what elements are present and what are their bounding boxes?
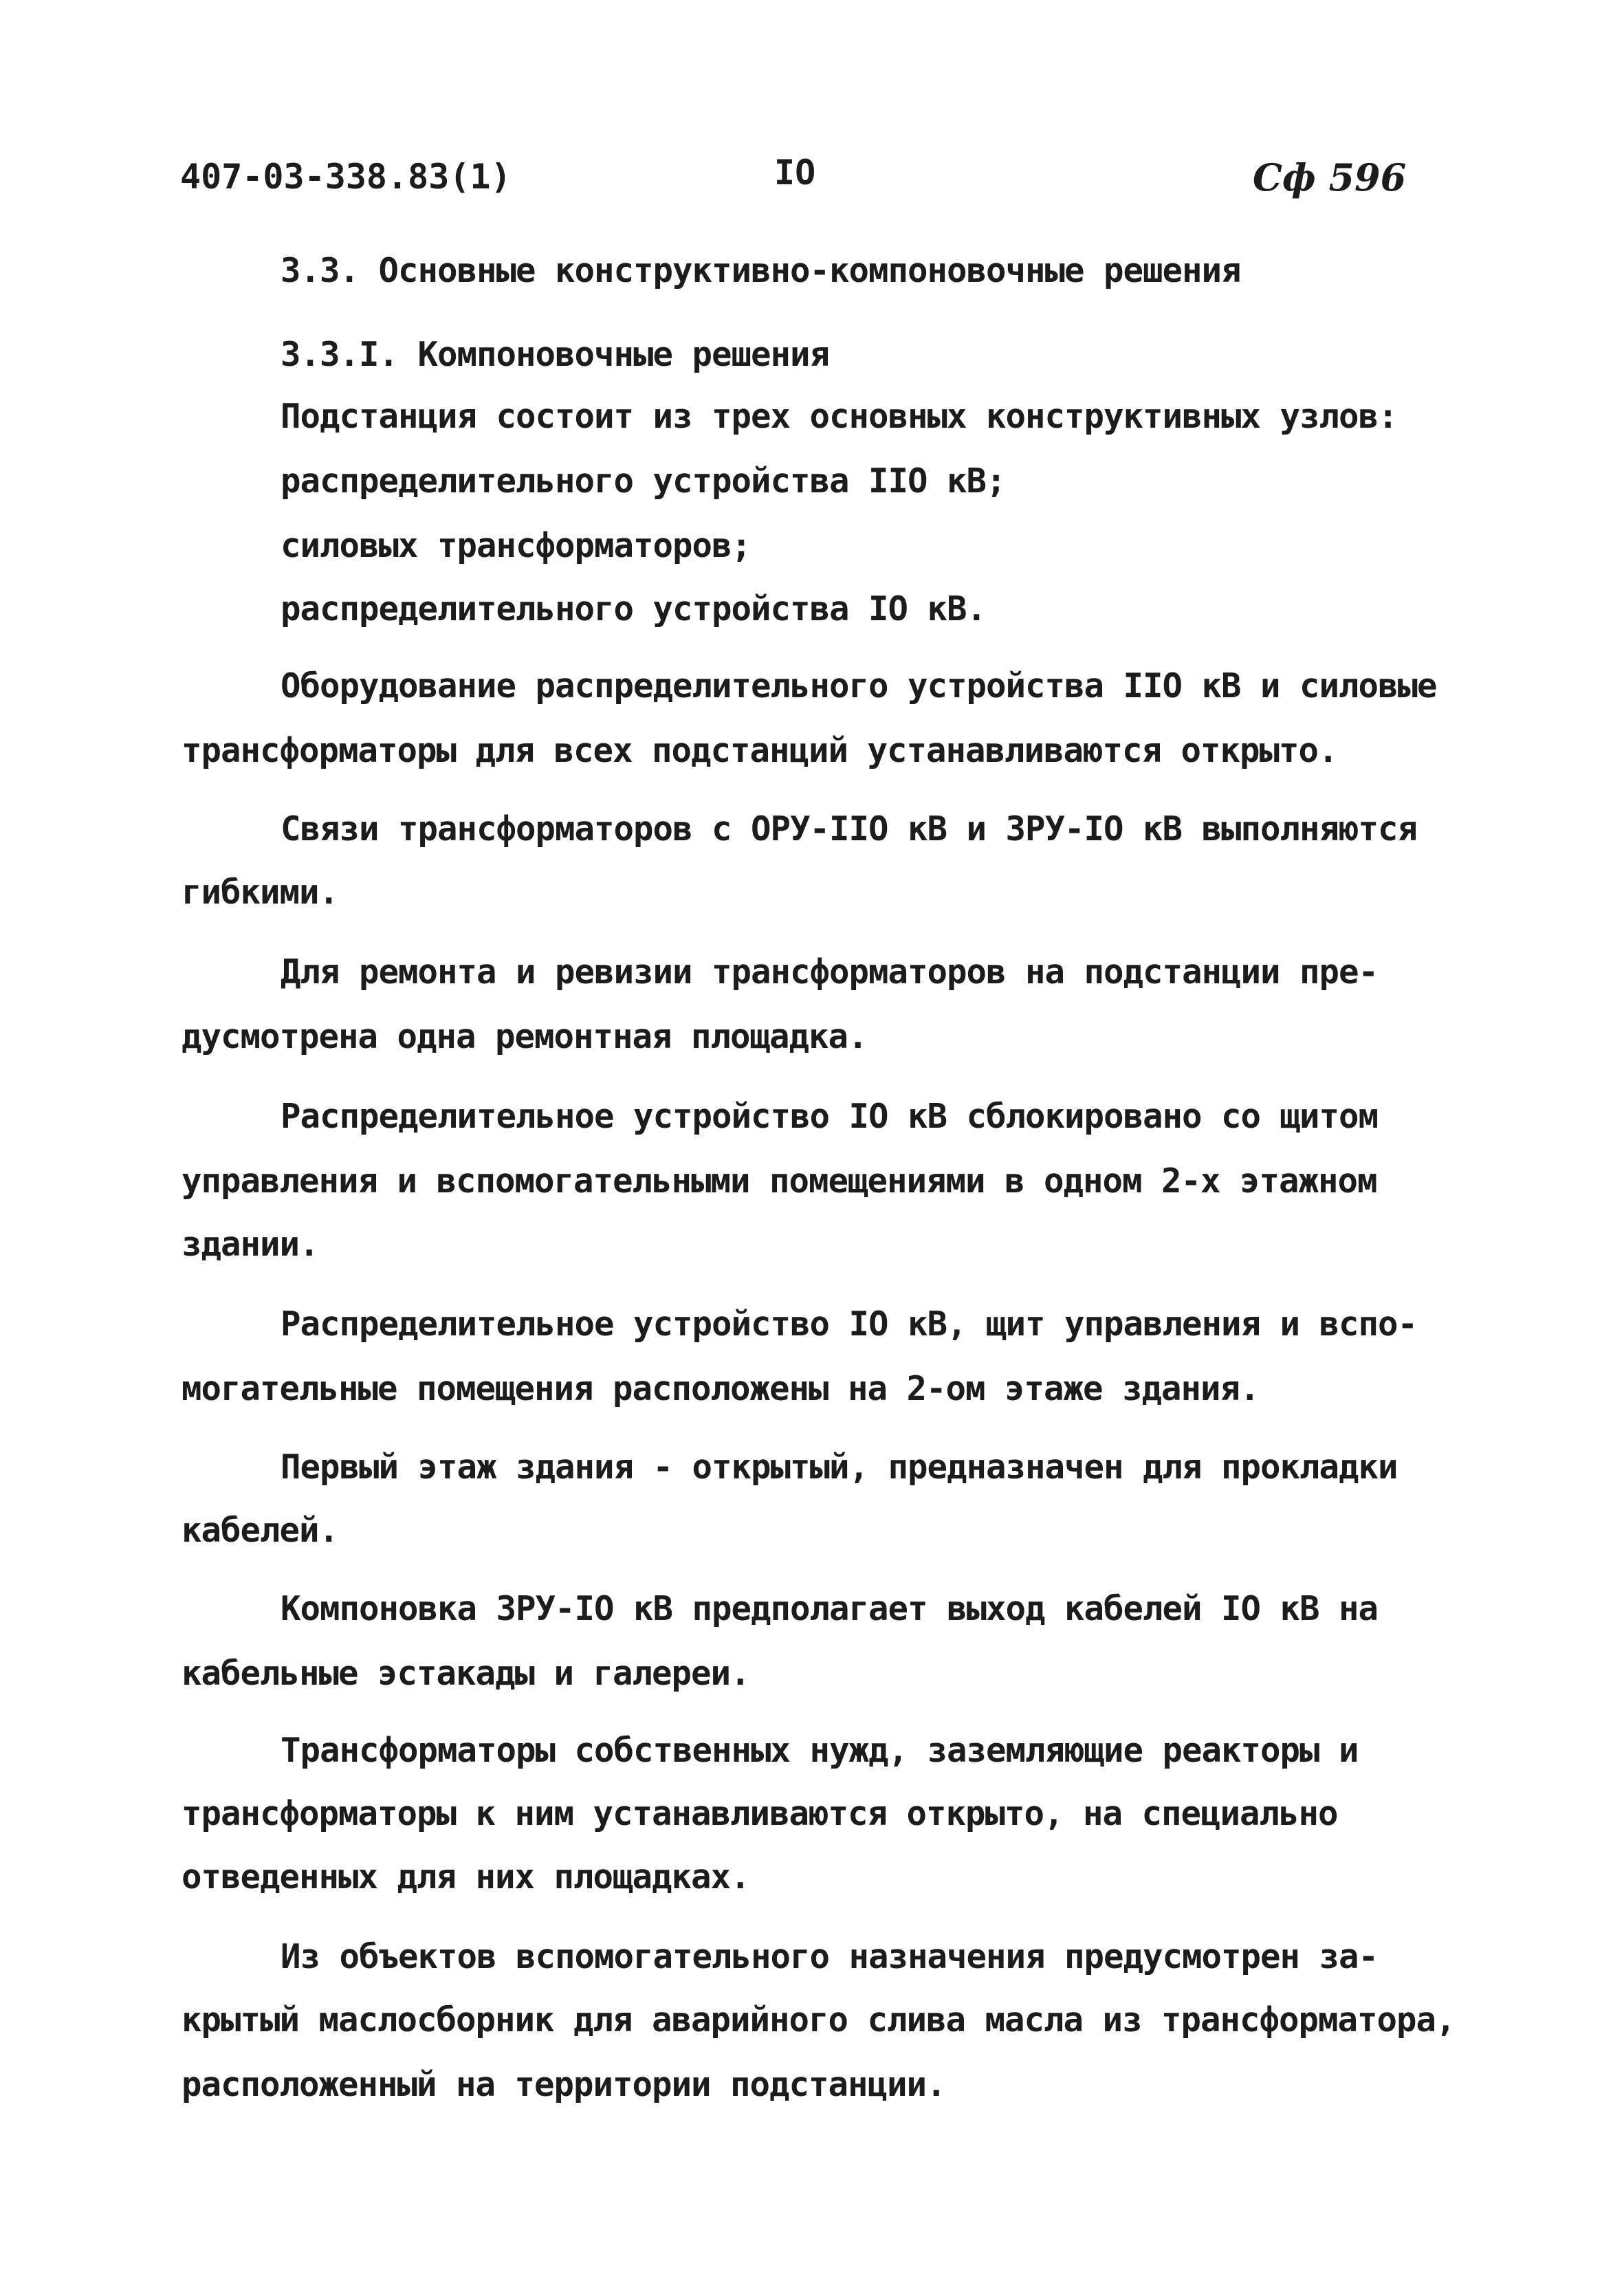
page-number: IO xyxy=(774,153,816,193)
text-line: Распределительное устройство IO кВ сблокировано со щитом xyxy=(281,1097,1379,1136)
text-line: трансформаторы для всех подстанций устанавливаются открыто. xyxy=(182,731,1338,770)
text-line: могательные помещения расположены на 2-ом этаже здания. xyxy=(182,1369,1260,1408)
text-line: Первый этаж здания - открытый, предназначен для прокладки xyxy=(281,1447,1398,1487)
subsection-heading: 3.3.I. Компоновочные решения xyxy=(281,335,830,374)
text-line: расположенный на территории подстанции. xyxy=(182,2065,946,2104)
section-heading: 3.3. Основные конструктивно-компоновочные решения xyxy=(281,251,1241,290)
text-line: трансформаторы к ним устанавливаются открыто, на специально xyxy=(182,1794,1338,1833)
text-line: кабельные эстакады и галереи. xyxy=(182,1654,750,1693)
text-line: распределительного устройства IIO кВ; xyxy=(281,461,1006,501)
text-line: Связи трансформаторов с ОРУ-IIO кВ и ЗРУ-IO кВ выполняются xyxy=(281,809,1418,849)
text-line: управления и вспомогательными помещениями в одном 2-х этажном xyxy=(182,1161,1377,1201)
text-line: Оборудование распределительного устройства IIO кВ и силовые xyxy=(281,666,1437,706)
text-line: крытый маслосборник для аварийного слива масла из трансформатора, xyxy=(182,2000,1456,2040)
text-line: кабелей. xyxy=(182,1511,339,1550)
text-line: Трансформаторы собственных нужд, заземляющие реакторы и xyxy=(281,1731,1359,1770)
text-line: распределительного устройства IO кВ. xyxy=(281,589,987,628)
text-line: отведенных для них площадках. xyxy=(182,1857,750,1896)
text-line: Для ремонта и ревизии трансформаторов на подстанции пре- xyxy=(281,952,1379,992)
document-number: 407-03-338.83(1) xyxy=(180,157,512,197)
text-line: здании. xyxy=(182,1225,319,1264)
text-line: силовых трансформаторов; xyxy=(281,526,751,565)
text-line: Компоновка ЗРУ-IO кВ предполагает выход кабелей IO кВ на xyxy=(281,1589,1379,1628)
text-line: Распределительное устройство IO кВ, щит управления и вспо- xyxy=(281,1304,1418,1344)
text-line: Подстанция состоит из трех основных конструктивных узлов: xyxy=(281,397,1398,436)
text-line: дусмотрена одна ремонтная площадка. xyxy=(182,1017,868,1056)
text-line: Из объектов вспомогательного назначения предусмотрен за- xyxy=(281,1937,1379,1976)
handwritten-mark: Сф 596 xyxy=(1253,155,1407,199)
text-line: гибкими. xyxy=(182,873,339,912)
